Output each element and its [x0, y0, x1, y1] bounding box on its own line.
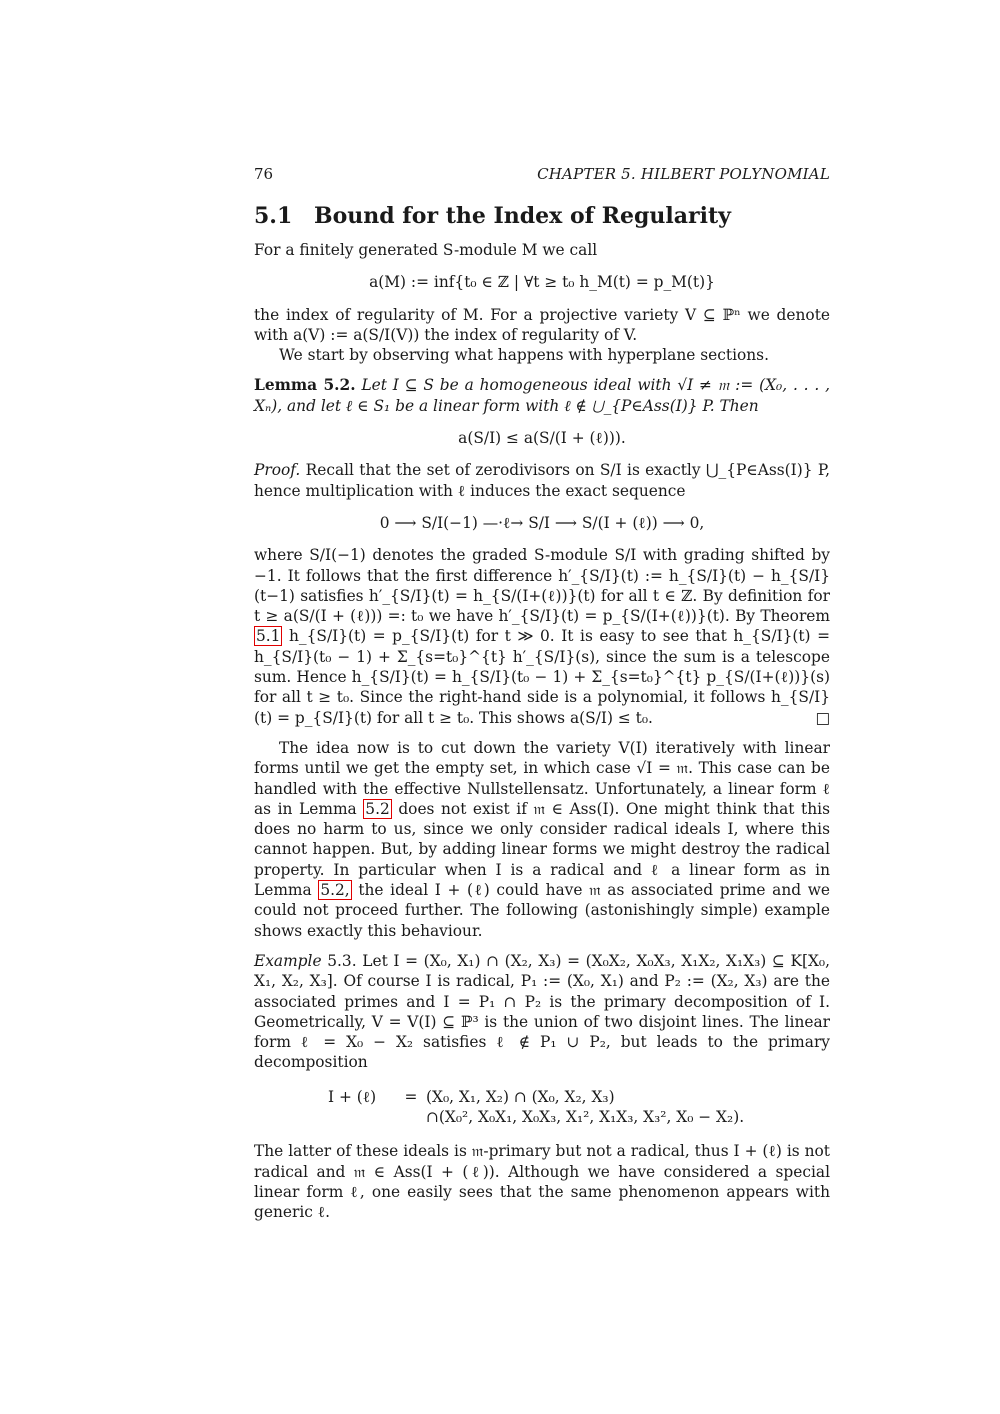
intro-text: For a finitely generated S-module M we call [254, 241, 598, 259]
proof-text-2b: h_{S/I}(t) = p_{S/I}(t) for t ≫ 0. It is easy to see that h_{S/I}(t) = h_{S/I}(t₀ − 1) + Σ_{s=t₀}^{t} h′_{S/I}(s), since the sum is a telescope sum. Hence h_{S/I}(t) = h_{S/I}(t₀ − 1) + Σ_{s=t₀}^{t} p_{S/(I+(ℓ))}(s) for all t ≥ t₀. Since the right-hand side is a polynomial, it follows h_{S/I}(t) = p_{S/I}(t) for all t ≥ t₀. This shows a(S/I) ≤ t₀. [254, 627, 830, 727]
example-number: 5.3. [327, 951, 357, 970]
observe-text: We start by observing what happens with hyperplane sections. [279, 346, 769, 365]
qed-symbol: □ [815, 708, 830, 727]
chapter-title: CHAPTER 5. HILBERT POLYNOMIAL [537, 165, 830, 183]
idea-paragraph [254, 738, 830, 941]
example-label: Example [254, 951, 322, 970]
page [254, 160, 830, 1222]
proof-text-1: Recall that the set of zerodivisors on S/I is exactly ⋃_{P∈Ass(I)} P, hence multiplication with ℓ induces the exact sequence [254, 461, 830, 500]
closing-paragraph: The latter of these ideals is 𝔪-primary but not a radical, thus I + (ℓ) is not radical and 𝔪 ∈ Ass(I + (ℓ)). Although we have considered a special linear form ℓ, one easily sees that the same phenomenon appears with generic ℓ. [254, 1142, 830, 1222]
page-number: 76 [254, 165, 274, 183]
decomposition-equation [328, 1087, 830, 1128]
running-header [254, 160, 830, 186]
section-heading [254, 202, 830, 230]
example-text: Let I = (X₀, X₁) ∩ (X₂, X₃) = (X₀X₂, X₀X₃, X₁X₂, X₁X₃) ⊆ K[X₀, X₁, X₂, X₃]. Of course I is radical, P₁ := (X₀, X₁) and P₂ := (X₂, X₃) are the associated primes and I = P₁ ∩ P₂ is the primary decomposition of I. Geometrically, V = V(I) ⊆ ℙ³ is the union of two disjoint lines. The linear form ℓ = X₀ − X₂ satisfies ℓ ∉ P₁ ∪ P₂, but leads to the primary decomposition [254, 951, 830, 1072]
lemma-equation: a(S/I) ≤ a(S/(I + (ℓ))). [458, 429, 626, 448]
definition-equation: a(M) := inf{t₀ ∈ ℤ | ∀t ≥ t₀ h_M(t) = p_M(t)} [369, 273, 715, 292]
lemma-statement: Let I ⊆ S be a homogeneous ideal with √I ≠ 𝔪 := (X₀, . . . , Xₙ), and let ℓ ∈ S₁ be a linear form with ℓ ∉ ⋃_{P∈Ass(I)} P. Then [254, 376, 830, 415]
lemma-reference-link-2[interactable]: 5.2, [320, 881, 350, 900]
proof-paragraph-1 [254, 460, 830, 501]
eq-relation: = [404, 1087, 418, 1106]
eq-rhs-line-2: ∩(X₀², X₀X₁, X₀X₃, X₁², X₁X₃, X₃², X₀ − X₂). [426, 1107, 745, 1126]
proof-label: Proof. [254, 461, 301, 480]
lemma-label: Lemma 5.2. [254, 376, 356, 395]
lemma [254, 375, 830, 416]
proof-text-2a: where S/I(−1) denotes the graded S-module S/I with grading shifted by −1. It follows that the first difference h′_{S/I}(t) := h_{S/I}(t) − h_{S/I}(t−1) satisfies h′_{S/I}(t) = h_{S/(I+(ℓ))}(t) for all t ∈ ℤ. By definition for t ≥ a(S/(I + (ℓ))) =: t₀ we have h′_{S/I}(t) = p_{S/(I+(ℓ))}(t). By Theorem [254, 546, 830, 626]
eq-rhs-line-1: (X₀, X₁, X₂) ∩ (X₀, X₂, X₃) [426, 1087, 615, 1106]
section-number: 5.1 [254, 203, 293, 229]
section-title: Bound for the Index of Regularity [314, 203, 731, 229]
idea-text-b: does not exist if 𝔪 ∈ Ass(I). One might think that this does no harm to us, since we only consider radical ideals I, where this cannot happen. But, by adding linear forms we might destroy the radical property. In particular when I is a radical and ℓ a linear form as in Lemma [254, 799, 830, 900]
proof-paragraph-2 [254, 545, 830, 728]
lemma-reference-link-1[interactable]: 5.2 [365, 799, 390, 818]
example-paragraph [254, 951, 830, 1073]
idea-text-c: the ideal I + (ℓ) could have 𝔪 as associated prime and we could not proceed further. The following (astonishingly simple) example shows exactly this behaviour. [254, 881, 830, 940]
idea-text-a: The idea now is to cut down the variety V(I) iteratively with linear forms until we get the empty set, in which case √I = 𝔪. This case can be handled with the effective Nullstellensatz. Unfortunately, a linear form ℓ as in Lemma [254, 738, 830, 818]
definition-text: the index of regularity of M. For a projective variety V ⊆ ℙⁿ we denote with a(V) := a(S/I(V)) the index of regularity of V. [254, 305, 830, 344]
exact-sequence: 0 ⟶ S/I(−1) —·ℓ→ S/I ⟶ S/(I + (ℓ)) ⟶ 0, [379, 513, 705, 532]
eq-lhs: I + (ℓ) [328, 1087, 377, 1106]
theorem-reference-link[interactable]: 5.1 [256, 627, 281, 646]
